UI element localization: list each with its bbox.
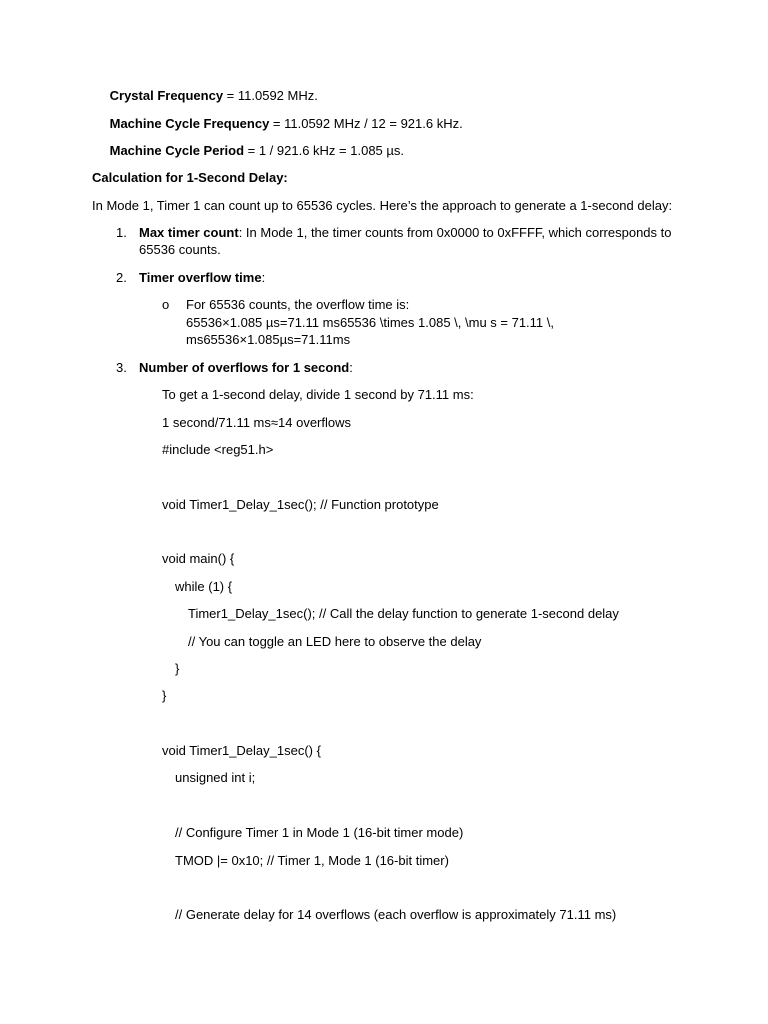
step-suffix: :	[349, 360, 353, 375]
bullet-text: = 11.0592 MHz.	[223, 88, 318, 103]
step-title: Number of overflows for 1 second	[139, 360, 350, 375]
sub-bullet-line: For 65536 counts, the overflow time is:	[186, 297, 410, 312]
bullet-crystal-frequency	[92, 87, 318, 104]
code-line: TMOD |= 0x10; // Timer 1, Mode 1 (16-bit timer)	[175, 853, 449, 868]
sub-bullet-line: 65536×1.085 µs=71.11 ms65536 \times 1.085 \, \mu s = 71.11 \,	[186, 315, 554, 330]
section-heading: Calculation for 1-Second Delay:	[92, 170, 288, 185]
step-1-line-1	[139, 224, 672, 241]
bullet-label: Machine Cycle Period	[109, 143, 245, 158]
code-line: void Timer1_Delay_1sec(); // Function prototype	[162, 497, 439, 512]
code-line: // Generate delay for 14 overflows (each overflow is approximately 71.11 ms)	[175, 907, 617, 922]
bullet-text: = 11.0592 MHz / 12 = 921.6 kHz.	[269, 116, 463, 131]
code-line: }	[162, 688, 167, 703]
step-number: 1.	[116, 225, 127, 240]
step-text: : In Mode 1, the timer counts from 0x0000 to 0xFFFF, which corresponds to	[238, 225, 672, 240]
step-1-line-2: 65536 counts.	[139, 242, 221, 257]
bullet-text: = 1 / 921.6 kHz = 1.085 µs.	[244, 143, 404, 158]
bullet-machine-cycle-period	[92, 142, 404, 159]
sub-bullet-circle: o	[162, 297, 170, 312]
code-line: // Configure Timer 1 in Mode 1 (16-bit timer mode)	[175, 825, 464, 840]
body-line: To get a 1-second delay, divide 1 second by 71.11 ms:	[162, 387, 474, 402]
step-title: Timer overflow time	[139, 270, 262, 285]
code-line: while (1) {	[175, 579, 233, 594]
bullet-machine-cycle-frequency	[92, 115, 463, 132]
code-line: unsigned int i;	[175, 770, 256, 785]
sub-bullet-line: ms65536×1.085µs=71.11ms	[186, 332, 351, 347]
body-line: 1 second/71.11 ms≈14 overflows	[162, 415, 351, 430]
intro-paragraph: In Mode 1, Timer 1 can count up to 65536 cycles. Here’s the approach to generate a 1-second delay:	[92, 198, 673, 213]
code-line: // You can toggle an LED here to observe the delay	[188, 634, 482, 649]
code-line: Timer1_Delay_1sec(); // Call the delay function to generate 1-second delay	[188, 606, 619, 621]
step-title: Max timer count	[139, 225, 239, 240]
step-3-title-line	[139, 359, 353, 376]
code-line: void main() {	[162, 551, 235, 566]
step-number: 3.	[116, 360, 127, 375]
step-number: 2.	[116, 270, 127, 285]
step-2-title-line	[139, 269, 265, 286]
bullet-label: Machine Cycle Frequency	[109, 116, 270, 131]
step-suffix: :	[261, 270, 266, 285]
code-line: void Timer1_Delay_1sec() {	[162, 743, 321, 758]
code-line: }	[175, 661, 180, 676]
bullet-label: Crystal Frequency	[109, 88, 224, 103]
code-line: #include <reg51.h>	[162, 442, 274, 457]
